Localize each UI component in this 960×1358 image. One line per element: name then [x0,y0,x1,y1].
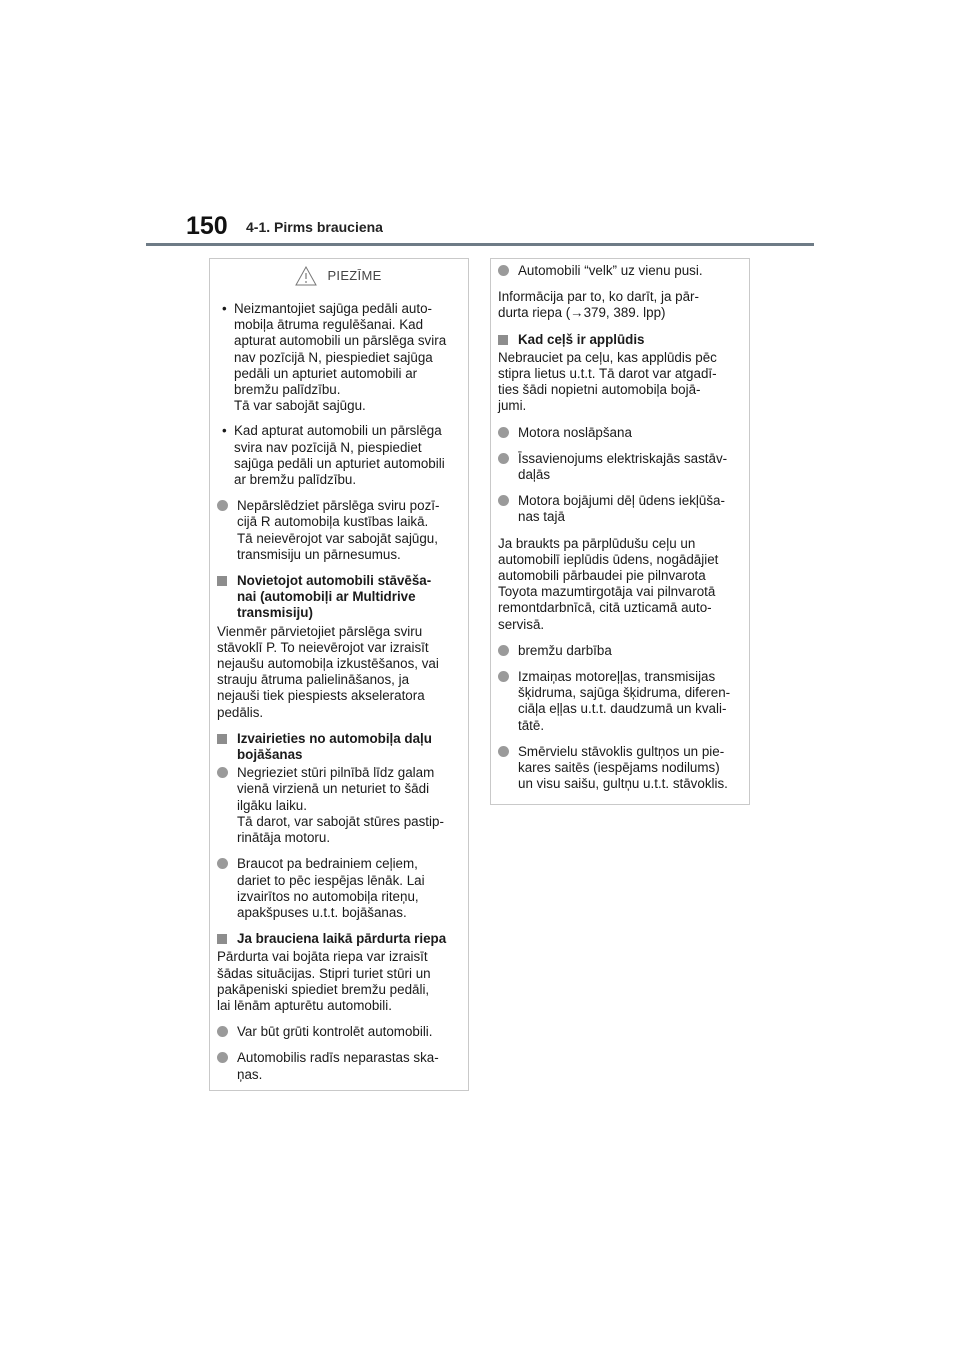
paragraph-flooded: Nebrauciet pa ceļu, kas applūdis pēc stipra lietus u.t.t. Tā darot var atgadī- ties šādi nopietni automobiļa bojā- jumi. [498,349,717,414]
subheading-parking: Novietojot automobili stāvēša- nai (automobiļi ar Multidrive transmisiju) [217,573,460,622]
notice-header [217,265,460,287]
bullet-circle-icon [498,645,509,656]
bullet-circle-icon [217,858,228,869]
paragraph-flooded-advice: Ja braukts pa pārplūdušu ceļu un automobilī ieplūdis ūdens, nogādājiet automobili pārbaudei pie pilnvarota Toyota mazumtirgotāja vai pilnvarotā remontdarbnīcā, citā uzticamā auto- servisā. [498,535,719,632]
list-item: bremžu darbība [498,643,741,659]
list-item: Var būt grūti kontrolēt automobili. [217,1024,460,1040]
section-title: 4-1. Pirms brauciena [246,219,383,235]
square-bullet-icon [498,335,508,345]
list-item: Braucot pa bedrainiem ceļiem, dariet to pēc iespējas lēnāk. Lai izvairītos no automobiļa riteņu, apakšpuses u.t.t. bojāšanas. [217,856,460,921]
square-bullet-icon [217,934,227,944]
bullet-circle-icon [498,453,509,464]
warning-triangle-icon [295,266,317,286]
subheading-flooded: Kad ceļš ir applūdis [498,332,741,348]
list-item: Īssavienojums elektriskajās sastāv- daļās [498,451,741,483]
square-bullet-icon [217,734,227,744]
notice-panel-right [490,258,750,805]
header-rule [146,243,814,246]
list-item: Negrieziet stūri pilnībā līdz galam vienā virzienā un neturiet to šādi ilgāku laiku. Tā darot, var sabojāt stūres pastip- rinātāja motoru. [217,765,460,846]
notice-panel-left [209,258,469,1091]
bullet-circle-icon [498,265,509,276]
bullet-circle-icon [217,767,228,778]
paragraph-parking: Vienmēr pārvietojiet pārslēga sviru stāvoklī P. To neievērojot var izraisīt nejaušu automobiļa izkustēšanos, vai strauju ātruma palielināšanos, ja nejauši tiek piespiests akseleratora pedālis. [217,623,439,720]
bullet-circle-icon [498,746,509,757]
list-item: Nepārslēdziet pārslēga sviru pozī- cijā R automobiļa kustības laikā. Tā neievērojot var sabojāt sajūgu, transmisiju un pārnesumus. [217,498,460,563]
notice-bullet: • Kad apturat automobili un pārslēga svira nav pozīcijā N, piespiediet sajūga pedāli un apturiet automobili ar bremžu palīdzību. [222,423,445,488]
list-item: Smērvielu stāvoklis gultņos un pie- kares saitēs (iespējams nodilums) un visu saišu, gultņu u.t.t. stāvoklis. [498,744,741,793]
notice-label: PIEZĪME [327,267,382,283]
bullet-circle-icon [217,1026,228,1037]
bullet-circle-icon [217,500,228,511]
subheading-damage: Izvairieties no automobiļa daļu bojāšanas [217,731,460,763]
list-item: Motora bojājumi dēļ ūdens iekļūša- nas tajā [498,493,741,525]
list-item: Motora noslāpšana [498,425,741,441]
page-number: 150 [186,212,228,240]
list-item: Izmaiņas motoreļļas, transmisijas šķidruma, sajūga šķidruma, diferen- ciāļa eļļas u.t.t. daudzumā un kvali- tātē. [498,669,741,734]
paragraph-flat-tire-info: Informācija par to, ko darīt, ja pār- durta riepa (→379, 389. lpp) [498,289,699,321]
list-item: Automobili “velk” uz vienu pusi. [498,263,741,279]
bullet-circle-icon [498,495,509,506]
bullet-circle-icon [217,1052,228,1063]
bullet-circle-icon [498,671,509,682]
subheading-flat-tire: Ja brauciena laikā pārdurta riepa [217,931,460,947]
list-item: Automobilis radīs neparastas ska- ņas. [217,1050,460,1082]
square-bullet-icon [217,576,227,586]
paragraph-flat-tire: Pārdurta vai bojāta riepa var izraisīt šādas situācijas. Stipri turiet stūri un pakāpeniski spiediet bremžu pedāli, lai lēnām apturētu automobili. [217,949,431,1013]
bullet-circle-icon [498,427,509,438]
notice-bullet: • Neizmantojiet sajūga pedāli auto- mobiļa ātruma regulēšanai. Kad apturat automobili un pārslēga svira nav pozīcijā N, piespiediet sajūga pedāli un apturiet automobili ar bremžu palīdzību. Tā var sabojāt sajūgu. [222,301,447,414]
